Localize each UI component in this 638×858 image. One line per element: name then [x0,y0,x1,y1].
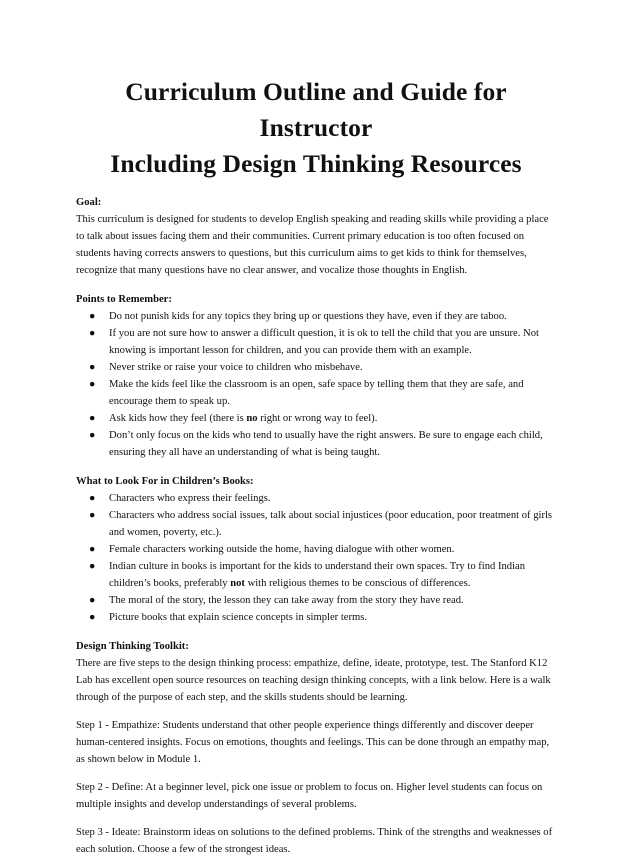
bullet-icon: ● [89,510,96,521]
toolkit-section [76,638,556,858]
points-section [76,291,556,461]
bullet-icon: ● [89,413,96,424]
points-list [76,308,556,461]
list-item: ● Indian culture in books is important for the kids to understand their own spaces. Try to find Indian children’s books, preferably not with religious themes to be conscious of differences. [89,558,556,592]
title-line-1: Curriculum Outline and Guide for Instructor [125,77,507,142]
title-line-2: Including Design Thinking Resources [110,149,522,178]
bullet-icon: ● [89,362,96,373]
step-2-text: Step 2 - Define: At a beginner level, pick one issue or problem to focus on. Higher level students can focus on multiple insights and develop understandings of several problems. [76,782,543,810]
bullet-icon: ● [89,561,96,572]
list-item: ● Characters who express their feelings. [89,490,556,507]
list-item: ● Picture books that explain science concepts in simpler terms. [89,609,556,626]
list-item: ● If you are not sure how to answer a difficult question, it is ok to tell the child that you are unsure. Not knowing is important lesson for children, and you can provide them with an example. [89,325,556,359]
bullet-icon: ● [89,595,96,606]
list-item: ● Never strike or raise your voice to children who misbehave. [89,359,556,376]
step-1-text: Step 1 - Empathize: Students understand that other people experience things differently and discover deeper human-centered insights. Focus on emotions, thoughts and feelings. This can be done through an empathy map, as shown below in Module 1. [76,720,550,765]
bullet-icon: ● [89,612,96,623]
list-item: ● Do not punish kids for any topics they bring up or questions they have, even if they are taboo. [89,308,556,325]
list-item: ● The moral of the story, the lesson they can take away from the story they have read. [89,592,556,609]
books-section [76,473,556,626]
list-item: ● Ask kids how they feel (there is no right or wrong way to feel). [89,410,556,427]
step-3-text: Step 3 - Ideate: Brainstorm ideas on solutions to the defined problems. Think of the strengths and weaknesses of each solution. Choose a few of the strongest ideas. [76,827,553,855]
toolkit-intro: There are five steps to the design thinking process: empathize, define, ideate, prototype, test. The Stanford K12 Lab has excellent open source resources on teaching design thinking concepts, with a link below. Here is a walk through of the purpose of each step, and the skills students should be learning. [76,658,551,703]
document-page [76,74,556,858]
goal-heading: Goal: [76,197,102,208]
goal-section [76,194,556,279]
bullet-icon: ● [89,430,96,441]
bullet-icon: ● [89,328,96,339]
points-heading: Points to Remember: [76,294,172,305]
list-item: ● Female characters working outside the home, having dialogue with other women. [89,541,556,558]
goal-text: This curriculum is designed for students to develop English speaking and reading skills while providing a place to talk about issues facing them and their communities. Current primary education is too often focused on students having corrects answers to questions, but this curriculum aims to get kids to think for themselves, recognize that many questions have no clear answer, and vocalize those thoughts in English. [76,214,549,276]
list-item: ● Characters who address social issues, talk about social injustices (poor education, poor treatment of girls and women, poverty, etc.). [89,507,556,541]
bullet-icon: ● [89,379,96,390]
bullet-icon: ● [89,493,96,504]
books-list [76,490,556,626]
list-item: ● Don’t only focus on the kids who tend to usually have the right answers. Be sure to engage each child, ensuring they all have an understanding of what is being taught. [89,427,556,461]
books-heading: What to Look For in Children’s Books: [76,476,254,487]
bullet-icon: ● [89,544,96,555]
list-item: ● Make the kids feel like the classroom is an open, safe space by telling them that they are safe, and encourage them to speak up. [89,376,556,410]
document-title [76,74,556,182]
toolkit-heading: Design Thinking Toolkit: [76,641,189,652]
bullet-icon: ● [89,311,96,322]
